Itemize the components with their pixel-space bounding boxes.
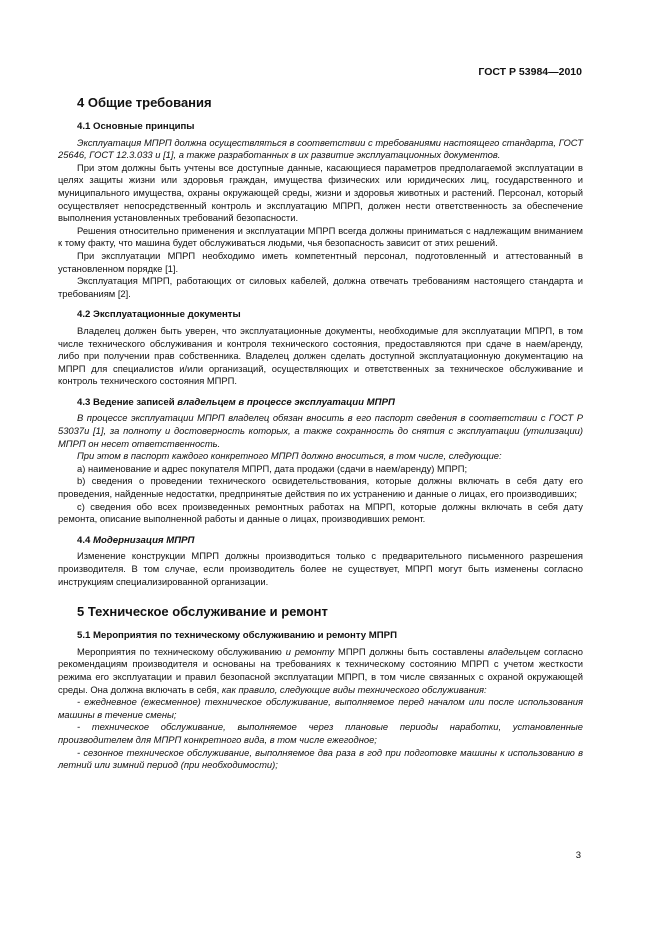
paragraph: При этом должны быть учтены все доступные данные, касающиеся параметров предполагаемой эксплуатации в целях защиты жизни или здоровья граждан, имущества физических или юридических лиц, государственного и муниципального имущества, охраны окружающей среды, жизни и здоровья животных и растений. Персонал, который осуществляет непосредственный контроль и эксплуатацию МПРП, должен нести ответственность за обеспечение выполнения установленных требований безопасности. (58, 161, 583, 224)
text-run: Мероприятия по техническому обслуживанию (77, 645, 286, 657)
standard-number: ГОСТ Р 53984—2010 (478, 66, 582, 78)
page-number: 3 (575, 850, 581, 861)
section-4-heading: 4 Общие требования (77, 95, 212, 110)
subsection-4-1-heading: 4.1 Основные принципы (77, 121, 195, 132)
paragraph: В процессе эксплуатации МПРП владелец обязан вносить в его паспорт сведения в соответствии с ГОСТ Р 53037и [1], за полноту и достоверность которых, а также сохранность до снятия с эксплуатации (утилизации) МПРП он несет ответственность. (58, 412, 583, 449)
paragraph: При эксплуатации МПРП необходимо иметь компетентный персонал, подготовленный и аттестованный в установленном порядке [1]. (58, 249, 583, 274)
list-item: b) сведения о проведении технического освидетельствования, которые должны включать в себя дату его проведения, найденные недостатки, предпринятые действия по их устранению и данные о лицах, его производивших; (58, 475, 583, 500)
heading-plain-part: 4.3 Ведение записей (77, 396, 178, 408)
list-item: c) сведения обо всех произведенных ремонтных работах на МПРП, которые должны включать в себя дату ремонта, описание выполненной работы и данные о лицах, производивших ремонт. (58, 500, 583, 525)
page-content (58, 90, 583, 772)
text-run: согласно рекомендациям производителя и основаны на требованиях к техническому состоянию МПРП с учетом жесткости режима его эксплуатации и правил безопасной эксплуатации МПРП, в том числе связанных с охраной окружающей среды. Она должна включать в себя, (58, 645, 583, 695)
text-run: МПРП должны быть составлены (334, 645, 488, 657)
paragraph: Решения относительно применения и эксплуатации МПРП всегда должны приниматься с надлежащим вниманием к тому факту, что машина будет обслуживаться людьми, чья безопасность зависит от этих решений. (58, 224, 583, 249)
list-item: а) наименование и адрес покупателя МПРП, дата продажи (сдачи в наем/аренду) МПРП; (77, 462, 468, 474)
subsection-5-1-heading: 5.1 Мероприятия по техническому обслуживанию и ремонту МПРП (77, 630, 397, 642)
subsection-4-2-heading: 4.2 Эксплуатационные документы (77, 309, 241, 321)
heading-italic-part: Модернизация МПРП (93, 534, 195, 546)
list-item: - ежедневное (ежесменное) техническое обслуживание, выполняемое перед началом или после использования машины в течение смены; (58, 696, 583, 720)
heading-plain-part: 4.4 (77, 534, 94, 546)
text-run-italic: и ремонту (285, 645, 335, 657)
list-item: - сезонное техническое обслуживание, выполняемое два раза в год при подготовке машины к использованию в летний или зимний период (при необходимости); (58, 746, 583, 771)
text-run-italic: как правило, следующие виды технического обслуживания: (221, 683, 487, 695)
paragraph: Изменение конструкции МПРП должны производиться только с предварительного письменного разрешения производителя. В том случае, если производитель более не существует, МПРП могут быть изменены согласно инструкциям специализированной организации. (58, 550, 583, 587)
text-run-italic: владельцем (487, 645, 541, 657)
list-item: - техническое обслуживание, выполняемое через плановые периоды наработки, установленные производителем для МПРП конкретного вида, в том числе ежегодное; (58, 721, 583, 745)
subsection-4-4-heading (77, 535, 583, 548)
section-5-heading: 5 Техническое обслуживание и ремонт (77, 604, 328, 620)
paragraph: Эксплуатация МПРП, работающих от силовых кабелей, должна отвечать требованиям настоящего стандарта и требованиям [2]. (58, 275, 583, 299)
paragraph: При этом в паспорт каждого конкретного МПРП должно вноситься, в том числе, следующие: (77, 450, 502, 462)
heading-italic-part: владельцем в процессе эксплуатации МПРП (177, 396, 395, 408)
paragraph: Владелец должен быть уверен, что эксплуатационные документы, необходимые для эксплуатации МПРП, в том числе технического обслуживания и контроля технического состояния, предоставляются при сдаче в наем/аренду, либо при получении прав собственника. Владелец должен сделать доступной эксплуатационную документацию на МПРП для специалистов и/или организаций, осуществляющих и ответственных за техническое обслуживание и контроль технического состояния МПРП. (58, 324, 583, 387)
paragraph: Эксплуатация МПРП должна осуществляться в соответствии с требованиями настоящего стандарта, ГОСТ 25646, ГОСТ 12.3.033 и [1], а также разработанных в их развитие эксплуатационных документов. (58, 136, 583, 161)
paragraph (58, 646, 583, 696)
subsection-4-3-heading (77, 397, 583, 410)
